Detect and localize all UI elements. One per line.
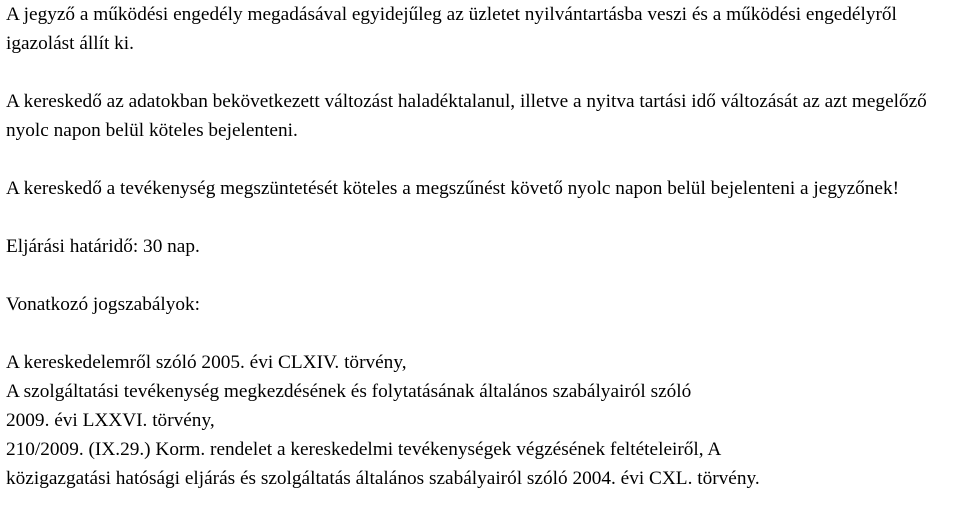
law-line: 210/2009. (IX.29.) Korm. rendelet a kereskedelmi tevékenységek végzésének feltételeiről, A (6, 439, 722, 460)
law-line: A szolgáltatási tevékenység megkezdésének és folytatásának általános szabályairól szóló (6, 381, 692, 402)
paragraph-change-notification: A kereskedő az adatokban bekövetkezett változást haladéktalanul, illetve a nyitva tartási idő változását az azt megelőző nyolc napon belül köteles bejelenteni. (6, 91, 927, 141)
paragraph-registration: A jegyző a működési engedély megadásával egyidejűleg az üzletet nyilvántartásba veszi és a működési engedélyről igazolást állít ki. (6, 4, 897, 54)
law-line: közigazgatási hatósági eljárás és szolgáltatás általános szabályairól szóló 2004. évi CXL. törvény. (6, 468, 760, 489)
law-line: A kereskedelemről szóló 2005. évi CLXIV. törvény, (6, 352, 407, 373)
paragraph-termination-notice: A kereskedő a tevékenység megszüntetését köteles a megszűnést követő nyolc napon belül bejelenteni a jegyzőnek! (6, 178, 900, 199)
procedure-deadline: Eljárási határidő: 30 nap. (6, 236, 200, 257)
legislation-list (6, 348, 956, 493)
law-line: 2009. évi LXXVI. törvény, (6, 410, 215, 431)
related-legislation-heading: Vonatkozó jogszabályok: (6, 294, 201, 315)
document-page (6, 0, 956, 493)
